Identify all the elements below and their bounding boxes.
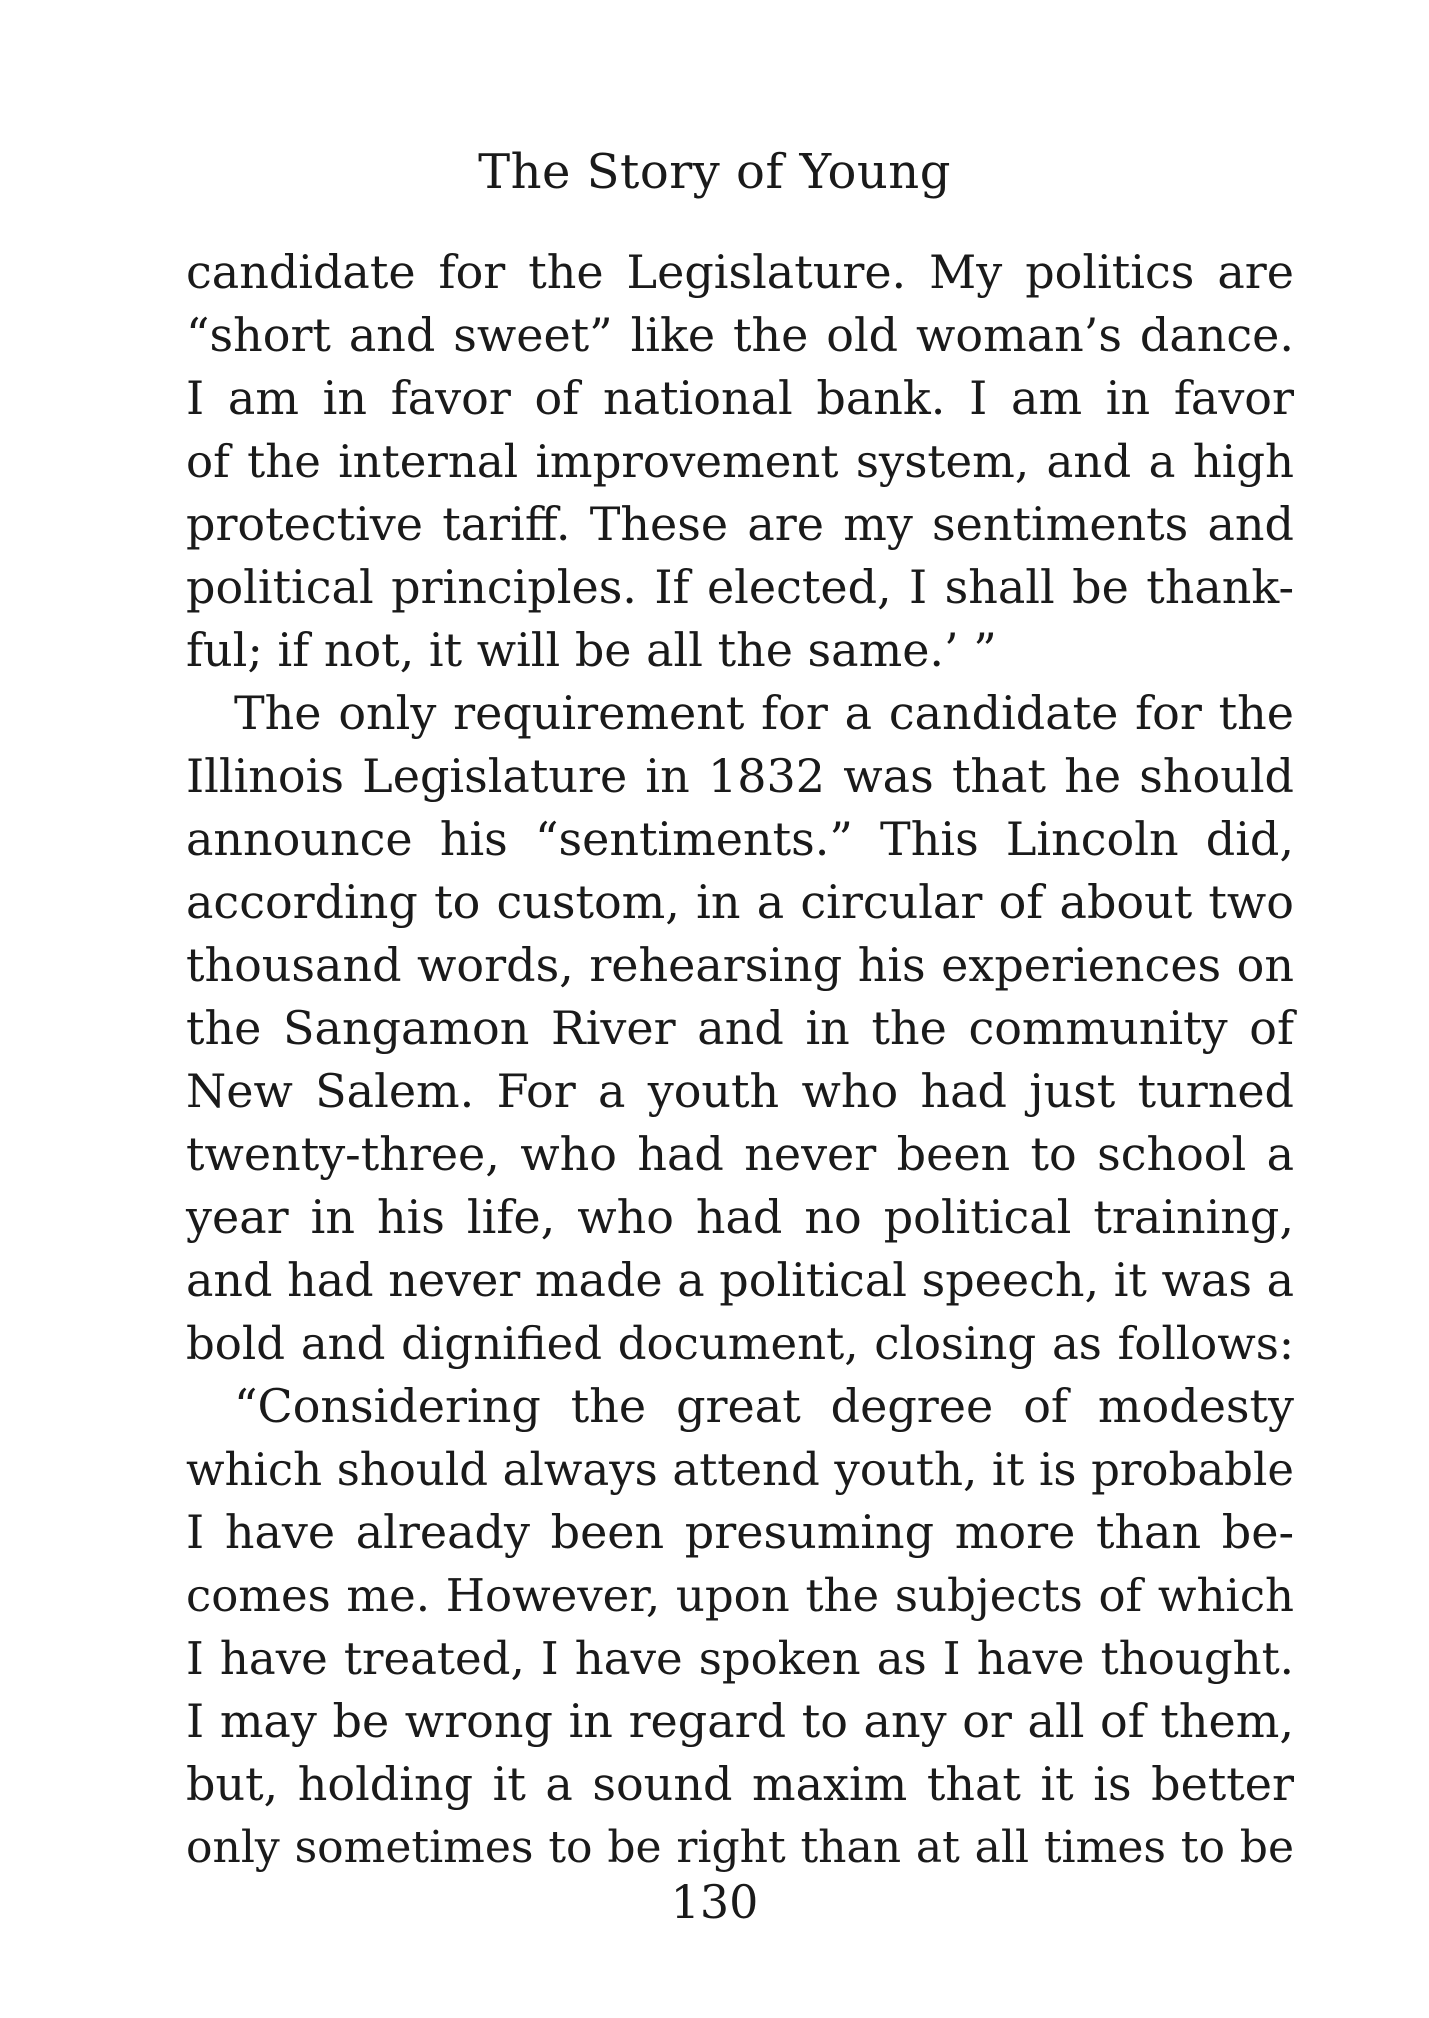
text-line: I may be wrong in regard to any or all of them, [186, 1694, 1294, 1748]
paragraph-start-line: The only requirement for a candidate for the [234, 686, 1294, 740]
text-line: Illinois Legislature in 1832 was that he should [186, 749, 1294, 803]
text-line: only sometimes to be right than at all times to be [186, 1822, 1294, 1873]
paragraph-start-line: “Considering the great degree of modesty [234, 1379, 1294, 1433]
text-line: comes me. However, upon the subjects of which [186, 1569, 1294, 1622]
text-line: according to custom, in a circular of about two [186, 875, 1294, 929]
running-head: The Story of Young [478, 144, 951, 200]
body-text [186, 241, 1294, 1879]
text-line: ful; if not, it will be all the same.’ ” [186, 623, 997, 677]
text-line: I have already been presuming more than be- [186, 1505, 1294, 1559]
text-line: the Sangamon River and in the community of [186, 1001, 1294, 1055]
text-line: announce his “sentiments.” This Lincoln did, [186, 812, 1294, 866]
text-line: but, holding it a sound maxim that it is better [186, 1757, 1294, 1811]
text-line: I am in favor of national bank. I am in favor [186, 371, 1294, 425]
text-line: twenty-three, who had never been to school a [186, 1127, 1294, 1181]
text-line: “short and sweet” like the old woman’s dance. [186, 308, 1294, 362]
text-line: and had never made a political speech, it was a [186, 1253, 1294, 1307]
text-line: thousand words, rehearsing his experiences on [186, 938, 1294, 992]
text-line: of the internal improvement system, and a high [186, 435, 1294, 488]
text-line: year in his life, who had no political training, [186, 1190, 1294, 1244]
page-number: 130 [670, 1875, 759, 1929]
text-line: which should always attend youth, it is probable [186, 1443, 1294, 1496]
text-line: I have treated, I have spoken as I have thought. [186, 1632, 1294, 1685]
text-line: New Salem. For a youth who had just turned [186, 1064, 1294, 1118]
text-line: protective tariff. These are my sentiments and [186, 497, 1294, 551]
text-line: political principles. If elected, I shall be thank- [186, 560, 1294, 614]
text-line: candidate for the Legislature. My politics are [186, 245, 1294, 299]
text-line: bold and dignified document, closing as follows: [186, 1317, 1294, 1370]
